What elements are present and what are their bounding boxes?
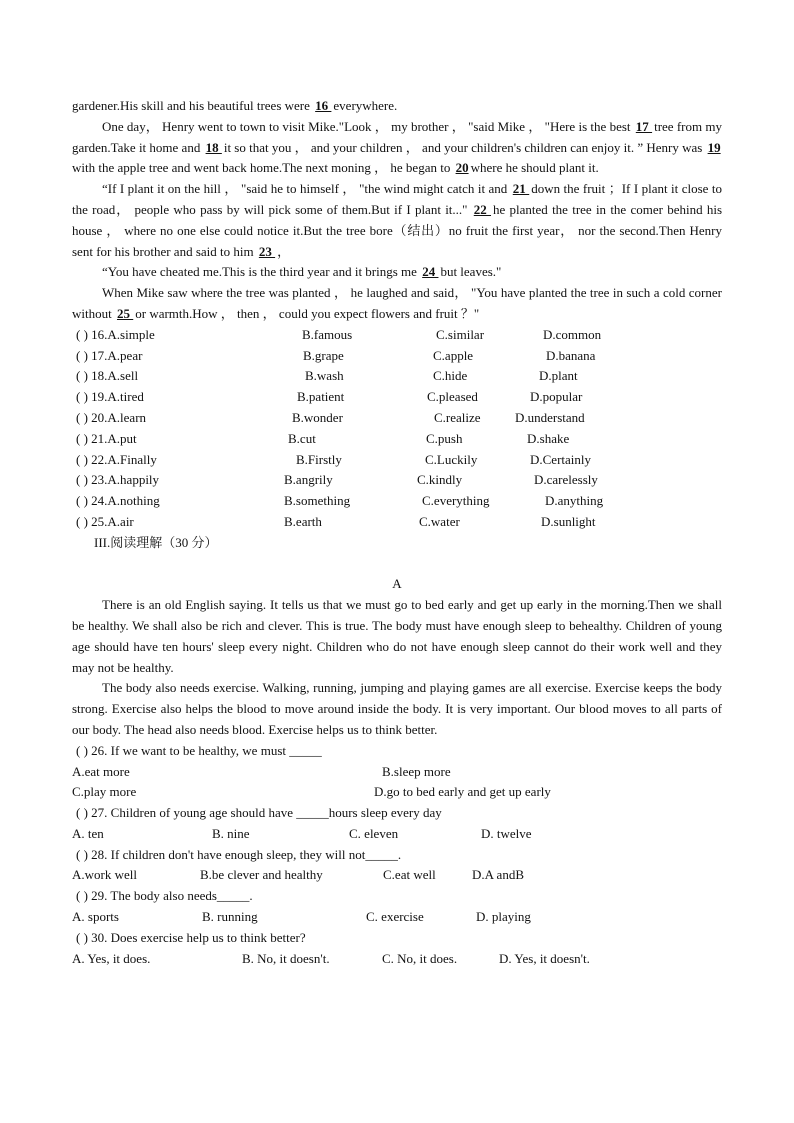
option-c[interactable]: C.play more [72,784,137,800]
question-stem: ( ) 27. Children of young age should have _____hours sleep every day [76,805,442,821]
option-row [72,824,722,845]
option-row [72,907,722,928]
blank-25: 25 [116,305,134,321]
option-b[interactable]: B.sleep more [382,763,451,779]
passage-label: A [392,576,402,592]
option-row-20 [72,408,722,429]
text: When Mike saw where the tree was planted ， he laughed and said， "You have planted the tree in such a cold corner without [72,285,722,321]
option-b[interactable]: B. nine [212,825,250,841]
option-d[interactable]: D.carelessly [534,472,598,488]
option-a[interactable]: ( ) 19.A.tired [76,389,144,405]
option-b[interactable]: B.angrily [284,472,333,488]
blank-19: 19 [707,139,721,155]
option-row-21 [72,429,722,450]
blank-22: 22 [473,201,492,217]
option-row [72,782,722,803]
question-stem: ( ) 26. If we want to be healthy, we must _____ [76,742,322,758]
text: One day， Henry went to town to visit Mike."Look ， my brother ， "said Mike ， "Here is the best [102,118,634,134]
option-a[interactable]: ( ) 20.A.learn [76,409,147,425]
option-b[interactable]: B.wash [305,368,344,384]
passage-paragraph-2: The body also needs exercise. Walking, running, jumping and playing games are all exercise. Exercise keeps the body strong. Exercise also helps the blood to move around inside the body. It is very important. Our blood moves to all parts of our body. The head also needs blood. Exercise helps us to think better. [72,680,722,737]
option-d[interactable]: D.shake [527,430,570,446]
option-b[interactable]: B.Firstly [296,451,342,467]
option-c[interactable]: C.similar [436,326,485,342]
option-a[interactable]: ( ) 18.A.sell [76,368,139,384]
option-c[interactable]: C.hide [433,368,468,384]
option-a[interactable]: ( ) 24.A.nothing [76,493,160,509]
option-b[interactable]: B.something [284,493,351,509]
option-a[interactable]: ( ) 21.A.put [76,430,137,446]
text: everywhere. [333,98,398,113]
option-d[interactable]: D. Yes, it doesn't. [499,950,590,966]
option-d[interactable]: D.A andB [472,867,524,883]
option-b[interactable]: B.famous [302,326,353,342]
option-row-22 [72,450,722,471]
cloze-options [72,325,722,533]
option-row-23 [72,470,722,491]
option-a[interactable]: A. Yes, it does. [72,950,151,966]
question-30 [72,928,722,970]
option-c[interactable]: C.everything [422,493,490,509]
cloze-paragraph-0 [72,96,722,117]
option-row-25 [72,512,722,533]
cloze-paragraph-1 [72,117,722,179]
option-d[interactable]: D.go to bed early and get up early [374,784,551,800]
option-b[interactable]: B.cut [288,430,316,446]
blank-24: 24 [422,264,439,280]
option-b[interactable]: B.earth [284,513,322,529]
option-d[interactable]: D.anything [545,493,604,509]
option-a[interactable]: A. ten [72,825,104,841]
option-b[interactable]: B.be clever and healthy [200,867,323,883]
question-29 [72,886,722,928]
option-c[interactable]: C.push [426,430,463,446]
passage-paragraph-1: There is an old English saying. It tells us that we must go to bed early and get up early in the morning.Then we shall be healthy. We shall also be rich and clever. This is true. The body must have enough sleep to behealthy. Children of young age should have ten hours' sleep every night. Children who do not have enough sleep cannot do their work well and they may not be healthy. [72,597,722,675]
text: “You have cheated me.This is the third year and it brings me [102,264,421,280]
question-27 [72,803,722,845]
option-a[interactable]: ( ) 23.A.happily [76,472,160,488]
option-d[interactable]: D.common [543,326,602,342]
question-26 [72,741,722,803]
option-a[interactable]: ( ) 16.A.simple [76,326,155,342]
text: with the apple tree and went back home.The next moning ， he began to [72,160,454,176]
option-d[interactable]: D.Certainly [530,451,592,467]
option-d[interactable]: D.popular [530,389,583,405]
option-c[interactable]: C.kindly [417,472,463,488]
option-row-19 [72,387,722,408]
option-a[interactable]: A. sports [72,909,119,925]
option-c[interactable]: C. No, it does. [382,950,458,966]
option-row [72,762,722,783]
option-d[interactable]: D. playing [476,909,531,925]
option-c[interactable]: C.pleased [427,389,478,405]
option-c[interactable]: C. exercise [366,909,424,925]
option-c[interactable]: C.water [419,513,460,529]
cloze-paragraph-4 [72,283,722,325]
cloze-paragraph-2 [72,179,722,262]
section-title: III.阅读理解（30 分） [94,534,218,550]
option-c[interactable]: C.eat well [383,867,436,883]
option-c[interactable]: C.apple [433,347,474,363]
option-b[interactable]: B.patient [297,389,345,405]
option-a[interactable]: ( ) 17.A.pear [76,347,143,363]
option-d[interactable]: D.understand [515,409,585,425]
option-b[interactable]: B.grape [303,347,344,363]
exam-page [72,96,722,969]
text: but leaves." [440,264,502,280]
text: it so that you ， and your children ， and your children's children can enjoy it. ” Henry was [223,139,706,155]
option-d[interactable]: D.sunlight [541,513,596,529]
text: ， [277,243,291,259]
option-row-16 [72,325,722,346]
text: “If I plant it on the hill ， "said he to himself ， "the wind might catch it and [102,181,511,197]
blank-17: 17 [635,118,653,134]
blank-16: 16 [315,98,332,113]
question-stem: ( ) 29. The body also needs_____. [76,888,253,904]
option-b[interactable]: B.wonder [292,409,343,425]
question-28 [72,845,722,887]
text: he planted the tree in the comer behind his house ， where no one else could notice it.But the tree bore（结出）no fruit the first year， nor the second.Then Henry sent for his brother and said to him [72,201,723,259]
text: gardener.His skill and his beautiful trees were [72,98,314,113]
option-b[interactable]: B. running [202,909,258,925]
question-stem: ( ) 30. Does exercise help us to think better? [76,929,306,945]
option-d[interactable]: D.plant [539,368,578,384]
option-c[interactable]: C.realize [434,409,481,425]
option-a[interactable]: A.work well [72,867,137,883]
option-a[interactable]: A.eat more [72,763,130,779]
option-row-17 [72,346,722,367]
option-row [72,949,722,970]
option-row [72,865,722,886]
blank-21: 21 [512,181,530,197]
text: down the fruit ；If I plant it close to the road， people who pass by will pick some of them.But if I plant it..." [72,181,722,217]
option-c[interactable]: C.Luckily [425,451,478,467]
option-a[interactable]: ( ) 25.A.air [76,513,134,529]
blank-18: 18 [205,139,222,155]
option-a[interactable]: ( ) 22.A.Finally [76,451,157,467]
question-stem: ( ) 28. If children don't have enough sleep, they will not_____. [76,846,402,862]
blank-20: 20 [455,160,469,176]
option-row-18 [72,366,722,387]
option-d[interactable]: D.banana [546,347,596,363]
text: or warmth.How ， then ， could you expect flowers and fruit ？" [135,305,480,321]
spacer [72,554,722,575]
text: where he should plant it. [470,160,599,176]
cloze-paragraph-3 [72,262,722,283]
option-c[interactable]: C. eleven [349,825,399,841]
blank-23: 23 [258,243,276,259]
option-d[interactable]: D. twelve [481,825,532,841]
option-b[interactable]: B. No, it doesn't. [242,950,330,966]
text: tree from my garden.Take it home and [72,118,722,155]
option-row-24 [72,491,722,512]
